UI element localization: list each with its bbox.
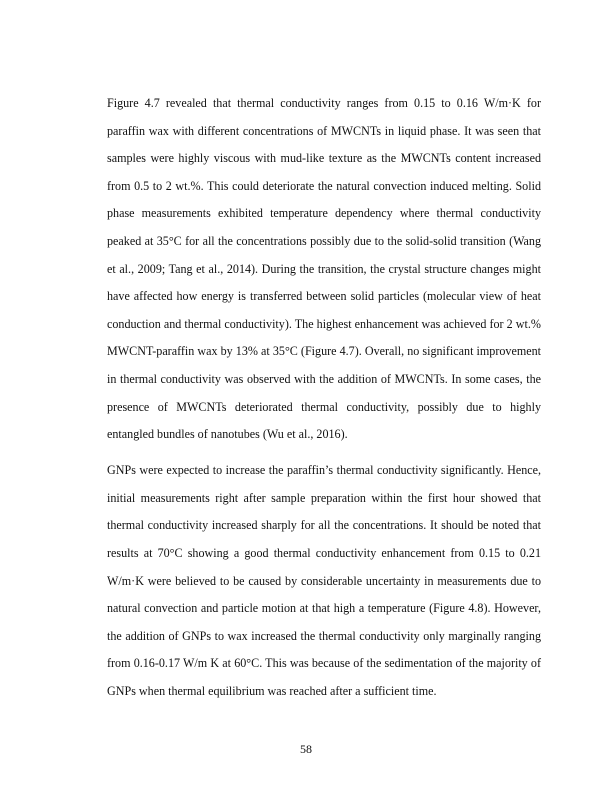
paragraph-gnp-results: GNPs were expected to increase the paraffin’s thermal conductivity significantly. Hence, initial measurements right after sample preparation within the first hour showed that thermal conductivity increased sharply for all the concentrations. It should be noted that results at 70°C showing a good thermal conductivity enhancement from 0.15 to 0.21 W/m·K were believed to be caused by considerable uncertainty in measurements due to natural convection and particle motion at that high a temperature (Figure 4.8). However, the addition of GNPs to wax increased the thermal conductivity only marginally ranging from 0.16-0.17 W/m K at 60°C. This was because of the sedimentation of the majority of GNPs when thermal equilibrium was reached after a sufficient time.: [107, 463, 541, 698]
body-text: [107, 90, 541, 706]
page-number: 58: [300, 742, 312, 756]
paragraph-mwcnt-results: Figure 4.7 revealed that thermal conductivity ranges from 0.15 to 0.16 W/m·K for paraffin wax with different concentrations of MWCNTs in liquid phase. It was seen that samples were highly viscous with mud-like texture as the MWCNTs content increased from 0.5 to 2 wt.%. This could deteriorate the natural convection induced melting. Solid phase measurements exhibited temperature dependency where thermal conductivity peaked at 35°C for all the concentrations possibly due to the solid-solid transition (Wang et al., 2009; Tang et al., 2014). During the transition, the crystal structure changes might have affected how energy is transferred between solid particles (molecular view of heat conduction and thermal conductivity). The highest enhancement was achieved for 2 wt.% MWCNT-paraffin wax by 13% at 35°C (Figure 4.7). Overall, no significant improvement in thermal conductivity was observed with the addition of MWCNTs. In some cases, the presence of MWCNTs deteriorated thermal conductivity, possibly due to highly entangled bundles of nanotubes (Wu et al., 2016).: [107, 96, 541, 442]
